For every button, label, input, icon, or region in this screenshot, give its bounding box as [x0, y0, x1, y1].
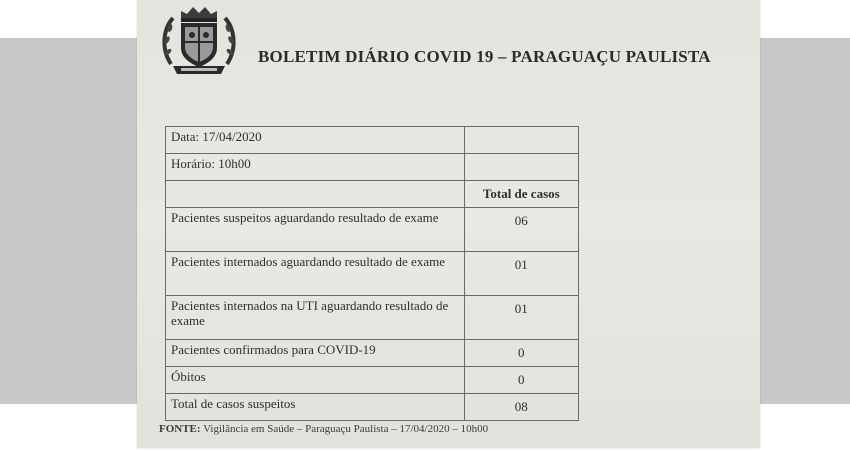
table-row [166, 252, 579, 296]
table-row [166, 296, 579, 340]
source-note [159, 423, 488, 435]
date-row [166, 127, 579, 154]
municipal-coat-of-arms-icon [159, 4, 239, 76]
time-cell: Horário: 10h00 [166, 154, 465, 181]
table-row [166, 340, 579, 367]
row-label: Total de casos suspeitos [166, 394, 465, 421]
row-label: Pacientes internados na UTI aguardando resultado de exame [166, 296, 465, 340]
table-row [166, 367, 579, 394]
source-label: FONTE: [159, 423, 201, 435]
row-value: 01 [464, 296, 578, 340]
row-value: 0 [464, 367, 578, 394]
row-value: 0 [464, 340, 578, 367]
cases-table [165, 126, 579, 421]
row-value: 01 [464, 252, 578, 296]
time-empty-cell [464, 154, 578, 181]
header-empty-cell [166, 181, 465, 208]
header-row [166, 181, 579, 208]
bulletin-paper [137, 0, 760, 448]
row-value: 06 [464, 208, 578, 252]
table-row [166, 208, 579, 252]
row-label: Pacientes confirmados para COVID-19 [166, 340, 465, 367]
bulletin-title: BOLETIM DIÁRIO COVID 19 – PARAGUAÇU PAULISTA [258, 47, 711, 66]
date-cell: Data: 17/04/2020 [166, 127, 465, 154]
time-row [166, 154, 579, 181]
row-label: Pacientes suspeitos aguardando resultado de exame [166, 208, 465, 252]
row-label: Óbitos [166, 367, 465, 394]
date-empty-cell [464, 127, 578, 154]
table-row [166, 394, 579, 421]
row-label: Pacientes internados aguardando resultado de exame [166, 252, 465, 296]
row-value: 08 [464, 394, 578, 421]
column-header: Total de casos [464, 181, 578, 208]
source-text: Vigilância em Saúde – Paraguaçu Paulista – 17/04/2020 – 10h00 [203, 423, 489, 435]
